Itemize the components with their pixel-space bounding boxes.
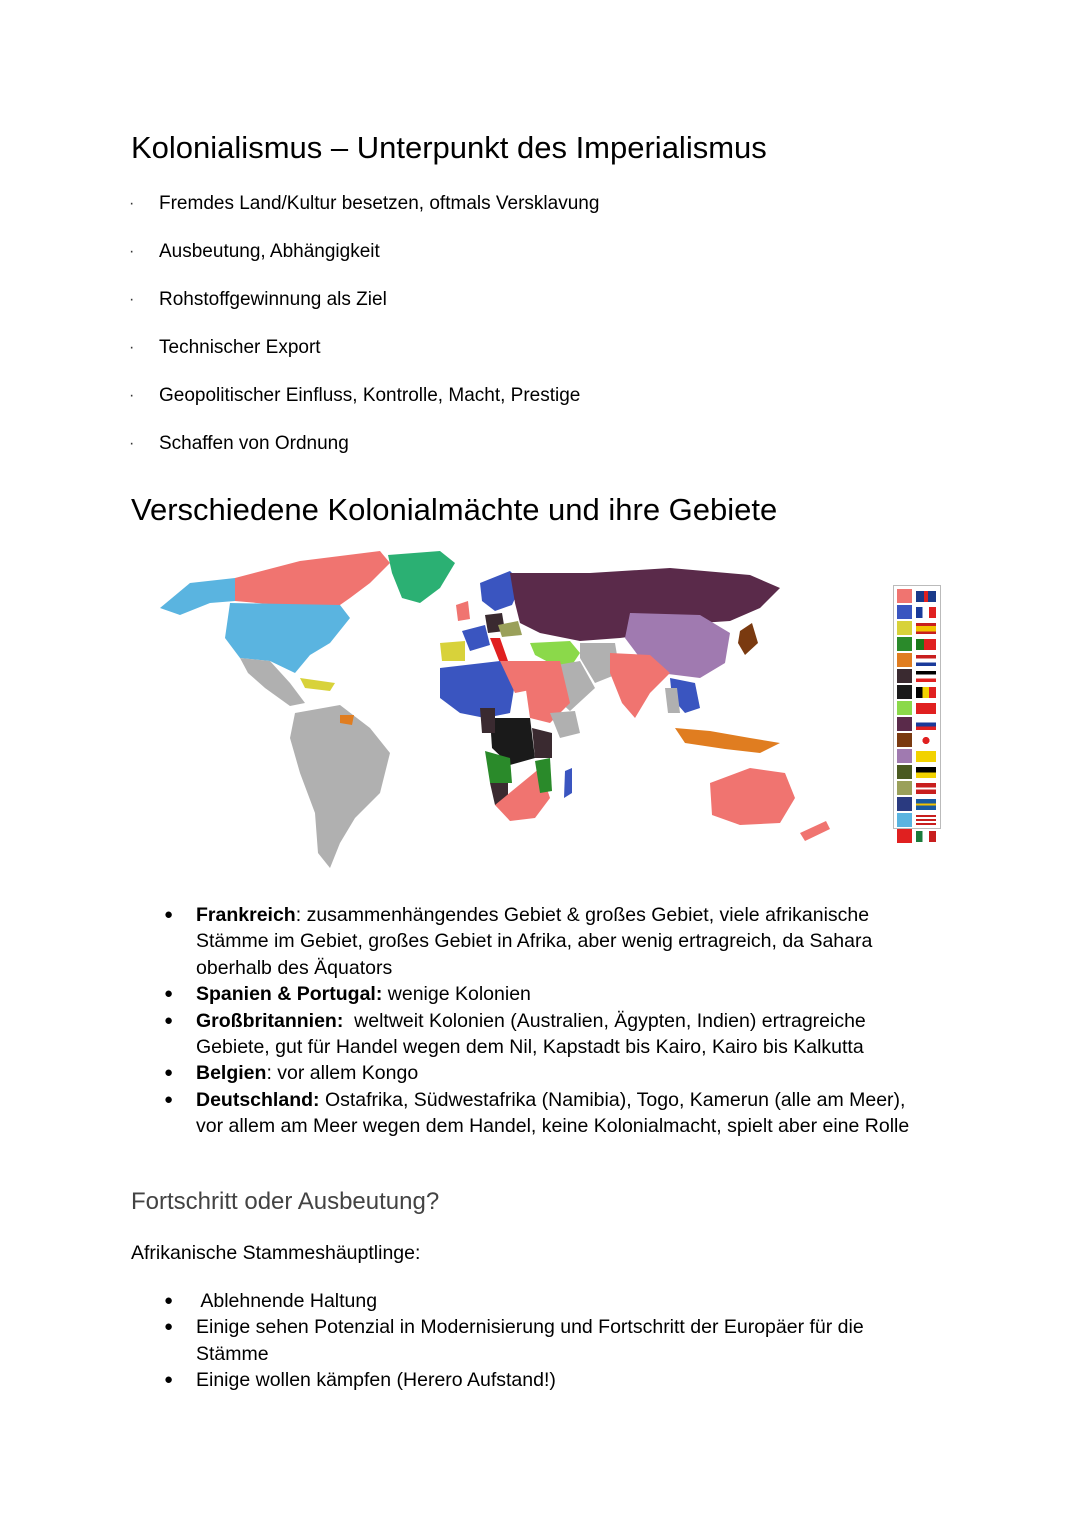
legend-row xyxy=(897,668,937,684)
legend-swatch xyxy=(897,765,912,779)
legend-swatch xyxy=(897,637,912,651)
bullet-icon: ● xyxy=(164,1064,174,1082)
list-item xyxy=(124,430,599,478)
legend-row xyxy=(897,764,937,780)
bullet-dot: · xyxy=(129,435,135,452)
legend-row xyxy=(897,620,937,636)
legend-swatch xyxy=(897,589,912,603)
power-separator xyxy=(343,1010,354,1032)
list-item xyxy=(124,334,599,382)
bullet-dot: · xyxy=(129,387,135,404)
legend-swatch xyxy=(897,797,912,811)
definition-list xyxy=(124,190,599,478)
legend-swatch xyxy=(897,605,912,619)
list-item-text: Ausbeutung, Abhängigkeit xyxy=(159,241,380,262)
region-south-america xyxy=(290,705,390,868)
legend-row xyxy=(897,748,937,764)
list-item xyxy=(162,1060,922,1086)
region-madagascar xyxy=(564,768,572,798)
legend-row xyxy=(897,716,937,732)
list-item xyxy=(162,1288,922,1314)
region-french-africa xyxy=(440,661,515,718)
region-greenland xyxy=(388,551,455,603)
power-separator: : xyxy=(266,1062,278,1085)
legend-swatch xyxy=(897,749,912,763)
power-name: Spanien & Portugal: xyxy=(196,983,383,1006)
colonial-world-map xyxy=(140,543,840,873)
flag-belgium-icon xyxy=(916,687,936,698)
region-italy xyxy=(490,638,508,663)
bullet-icon: ● xyxy=(164,1090,174,1108)
list-item-text: Schaffen von Ordnung xyxy=(159,433,349,454)
map-legend xyxy=(893,585,941,829)
bullet-dot: · xyxy=(129,195,135,212)
bullet-dot: · xyxy=(129,339,135,356)
flag-netherlands-icon xyxy=(916,655,936,666)
bullet-icon: ● xyxy=(164,985,174,1003)
heading-kolonialmaechte: Verschiedene Kolonialmächte und ihre Gebiete xyxy=(131,492,778,527)
power-description: weltweit Kolonien (Australien, Ägypten, Indien) ertragreiche Gebiete, gut für Handel wegen dem Nil, Kapstadt bis Kairo, Kairo bis Kalkutta xyxy=(196,1009,866,1059)
flag-china-icon xyxy=(916,751,936,762)
legend-swatch xyxy=(897,701,912,715)
power-description: vor allem Kongo xyxy=(277,1062,419,1085)
heading-kolonialismus: Kolonialismus – Unterpunkt des Imperialismus xyxy=(131,130,767,165)
flag-spain-icon xyxy=(916,623,936,634)
flag-austria-icon xyxy=(916,767,936,778)
bullet-dot: · xyxy=(129,291,135,308)
region-new-zealand xyxy=(800,821,830,841)
flag-russia-icon xyxy=(916,719,936,730)
opinion-text: Einige sehen Potenzial in Modernisierung und Fortschritt der Europäer für die Stämme xyxy=(196,1316,864,1365)
flag-denmark-icon xyxy=(916,783,936,794)
power-name: Deutschland: xyxy=(196,1088,320,1111)
legend-swatch xyxy=(897,669,912,683)
flag-usa-icon xyxy=(916,815,936,826)
bullet-icon: ● xyxy=(164,1371,174,1389)
list-item-text: Fremdes Land/Kultur besetzen, oftmals Versklavung xyxy=(159,193,600,214)
legend-row xyxy=(897,796,937,812)
list-item xyxy=(162,1008,922,1061)
opinions-list xyxy=(162,1288,922,1394)
list-item xyxy=(124,238,599,286)
flag-uk-icon xyxy=(916,591,936,602)
flag-japan-icon xyxy=(916,735,936,746)
bullet-dot: · xyxy=(129,243,135,260)
list-item-text: Technischer Export xyxy=(159,337,321,358)
subheading-haeuptlinge: Afrikanische Stammeshäuptlinge: xyxy=(131,1242,421,1264)
bullet-icon: ● xyxy=(164,1292,174,1309)
power-name: Frankreich xyxy=(196,904,296,926)
legend-swatch xyxy=(897,653,912,667)
list-item xyxy=(162,1314,922,1367)
flag-sweden-icon xyxy=(916,799,936,810)
region-alaska xyxy=(160,578,235,615)
flag-france-icon xyxy=(916,607,936,618)
power-description: wenige Kolonien xyxy=(387,983,531,1006)
power-name: Großbritannien: xyxy=(196,1009,344,1032)
colonial-powers-list xyxy=(162,902,922,1140)
power-description: zusammenhängendes Gebiet & großes Gebiet, viele afrikanische Stämme im Gebiet, großes Gebiet in Afrika, aber wenig ertragreich, da Sahara oberhalb des Äquators xyxy=(196,904,873,979)
legend-row xyxy=(897,652,937,668)
legend-swatch xyxy=(897,717,912,731)
legend-swatch xyxy=(897,685,912,699)
flag-portugal-icon xyxy=(916,639,936,650)
legend-swatch xyxy=(897,621,912,635)
legend-swatch xyxy=(897,829,912,843)
legend-row xyxy=(897,700,937,716)
region-east-indies xyxy=(675,728,780,753)
region-australia xyxy=(710,768,795,825)
legend-row xyxy=(897,588,937,604)
list-item xyxy=(124,286,599,334)
list-item xyxy=(162,1367,922,1393)
list-item-text: Rohstoffgewinnung als Ziel xyxy=(159,289,387,310)
region-caribbean xyxy=(300,678,335,691)
region-ostafrika xyxy=(532,728,552,758)
bullet-icon: ● xyxy=(164,1011,174,1029)
region-britain-isles xyxy=(456,601,470,621)
region-kamerun xyxy=(480,708,495,733)
legend-swatch xyxy=(897,781,912,795)
legend-row xyxy=(897,684,937,700)
legend-row xyxy=(897,636,937,652)
flag-germany-icon xyxy=(916,671,936,682)
list-item xyxy=(162,981,922,1007)
legend-row xyxy=(897,732,937,748)
list-item xyxy=(124,382,599,430)
legend-row xyxy=(897,780,937,796)
legend-row xyxy=(897,812,937,828)
power-name: Belgien xyxy=(196,1062,267,1085)
power-description: Ostafrika, Südwestafrika (Namibia), Togo, Kamerun (alle am Meer), vor allem am Meer wegen dem Handel, keine Kolonialmacht, spielt aber eine Rolle xyxy=(196,1088,910,1138)
legend-row xyxy=(897,604,937,620)
power-separator: : xyxy=(295,904,307,926)
region-france xyxy=(462,625,490,651)
heading-fortschritt: Fortschritt oder Ausbeutung? xyxy=(131,1188,440,1215)
list-item xyxy=(162,1087,922,1140)
region-iberia xyxy=(440,641,465,661)
legend-swatch xyxy=(897,813,912,827)
region-canada xyxy=(235,551,390,605)
flag-ottoman-icon xyxy=(916,703,936,714)
bullet-icon: ● xyxy=(164,1318,174,1336)
list-item-text: Geopolitischer Einfluss, Kontrolle, Macht, Prestige xyxy=(159,385,581,406)
region-japan xyxy=(738,623,758,655)
region-ethiopia xyxy=(550,711,580,738)
bullet-icon: ● xyxy=(164,906,174,923)
legend-row xyxy=(897,828,937,844)
list-item xyxy=(124,190,599,238)
legend-swatch xyxy=(897,733,912,747)
opinion-text: Einige wollen kämpfen (Herero Aufstand!) xyxy=(196,1369,556,1392)
opinion-text: Ablehnende Haltung xyxy=(196,1290,378,1312)
flag-mexico-icon xyxy=(916,831,936,842)
list-item xyxy=(162,902,922,981)
